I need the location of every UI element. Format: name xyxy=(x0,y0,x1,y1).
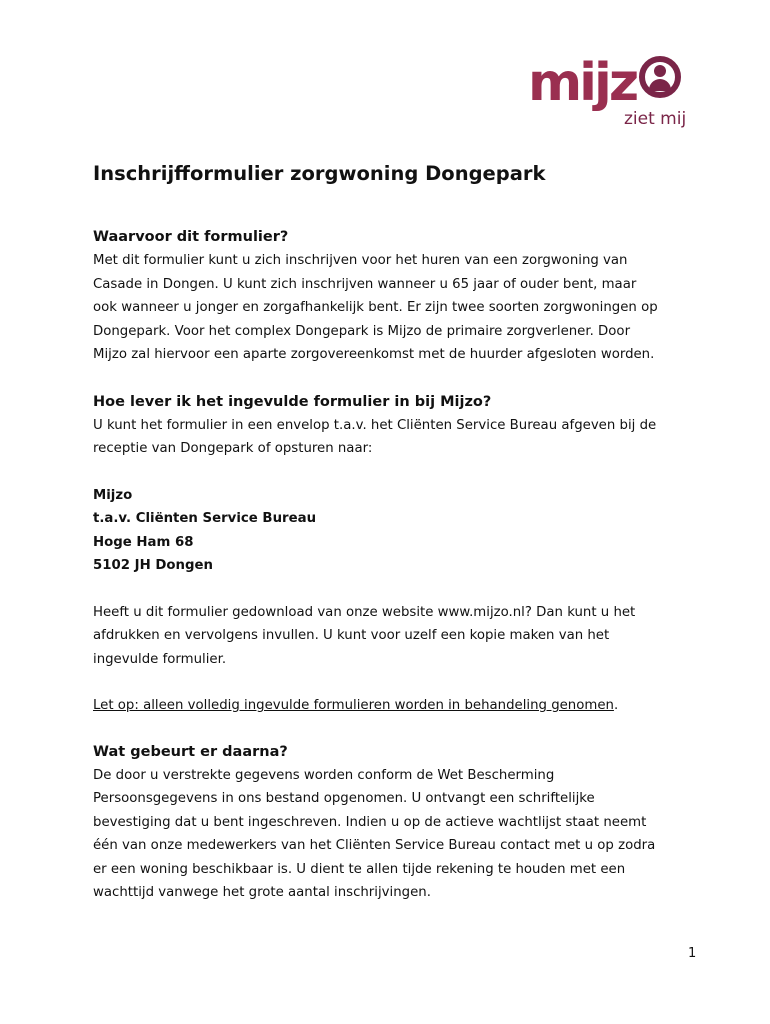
note-underlined: Let op: alleen volledig ingevulde formulieren worden in behandeling genomen xyxy=(93,698,614,713)
section-delivery xyxy=(93,390,703,461)
paragraph-line: Mijzo zal hiervoor een aparte zorgovereenkomst met de huurder afgesloten worden. xyxy=(93,347,655,362)
section-heading: Hoe lever ik het ingevulde formulier in bij Mijzo? xyxy=(93,393,492,410)
paragraph-line: afdrukken en vervolgens invullen. U kunt voor uzelf een kopie maken van het xyxy=(93,628,610,643)
address-line: 5102 JH Dongen xyxy=(93,558,213,573)
paragraph-line: bevestiging dat u bent ingeschreven. Indien u op de actieve wachtlijst staat neemt xyxy=(93,814,647,830)
paragraph-line: Heeft u dit formulier gedownload van onze website www.mijzo.nl? Dan kunt u het xyxy=(93,604,636,620)
section-purpose xyxy=(93,225,703,367)
paragraph-line: ingevulde formulier. xyxy=(93,651,227,667)
paragraph-line: De door u verstrekte gegevens worden conform de Wet Bescherming xyxy=(93,767,555,783)
paragraph-line: U kunt het formulier in een envelop t.a.v. het Cliënten Service Bureau afgeven bij de xyxy=(93,417,657,433)
section-next-steps xyxy=(93,740,703,905)
download-paragraph xyxy=(93,601,703,672)
document-body xyxy=(93,160,703,905)
paragraph-line: Met dit formulier kunt u zich inschrijven voor het huren van een zorgwoning van xyxy=(93,253,628,268)
paragraph-line: Persoonsgegevens in ons bestand opgenomen. U ontvangt een schriftelijke xyxy=(93,791,595,806)
paragraph-line: er een woning beschikbaar is. U dient te allen tijde rekening te houden met een xyxy=(93,861,626,877)
mijzo-logo xyxy=(526,53,701,136)
paragraph-line: één van onze medewerkers van het Cliënten Service Bureau contact met u op zodra xyxy=(93,838,656,853)
paragraph-line: Dongepark. Voor het complex Dongepark is Mijzo de primaire zorgverlener. Door xyxy=(93,323,631,339)
paragraph-line: wachttijd vanwege het grote aantal inschrijvingen. xyxy=(93,885,431,900)
paragraph-line: Casade in Dongen. U kunt zich inschrijven wanneer u 65 jaar of ouder bent, maar xyxy=(93,276,637,292)
logo-wordmark: mijz xyxy=(528,56,681,109)
section-heading: Wat gebeurt er daarna? xyxy=(93,743,288,760)
section-heading: Waarvoor dit formulier? xyxy=(93,229,289,245)
person-icon xyxy=(639,56,681,98)
address-line: Mijzo xyxy=(93,487,133,503)
page-title: Inschrijfformulier zorgwoning Dongepark xyxy=(93,162,546,185)
address-line: t.a.v. Cliënten Service Bureau xyxy=(93,511,317,526)
logo-tagline: ziet mij xyxy=(624,109,687,129)
address-line: Hoge Ham 68 xyxy=(93,534,194,550)
attention-note xyxy=(93,694,703,718)
page-number: 1 xyxy=(688,946,697,961)
postal-address xyxy=(93,484,703,578)
paragraph-line: ook wanneer u jonger en zorgafhankelijk bent. Er zijn twee soorten zorgwoningen op xyxy=(93,300,658,315)
note-suffix: . xyxy=(613,698,619,713)
paragraph-line: receptie van Dongepark of opsturen naar: xyxy=(93,441,373,456)
